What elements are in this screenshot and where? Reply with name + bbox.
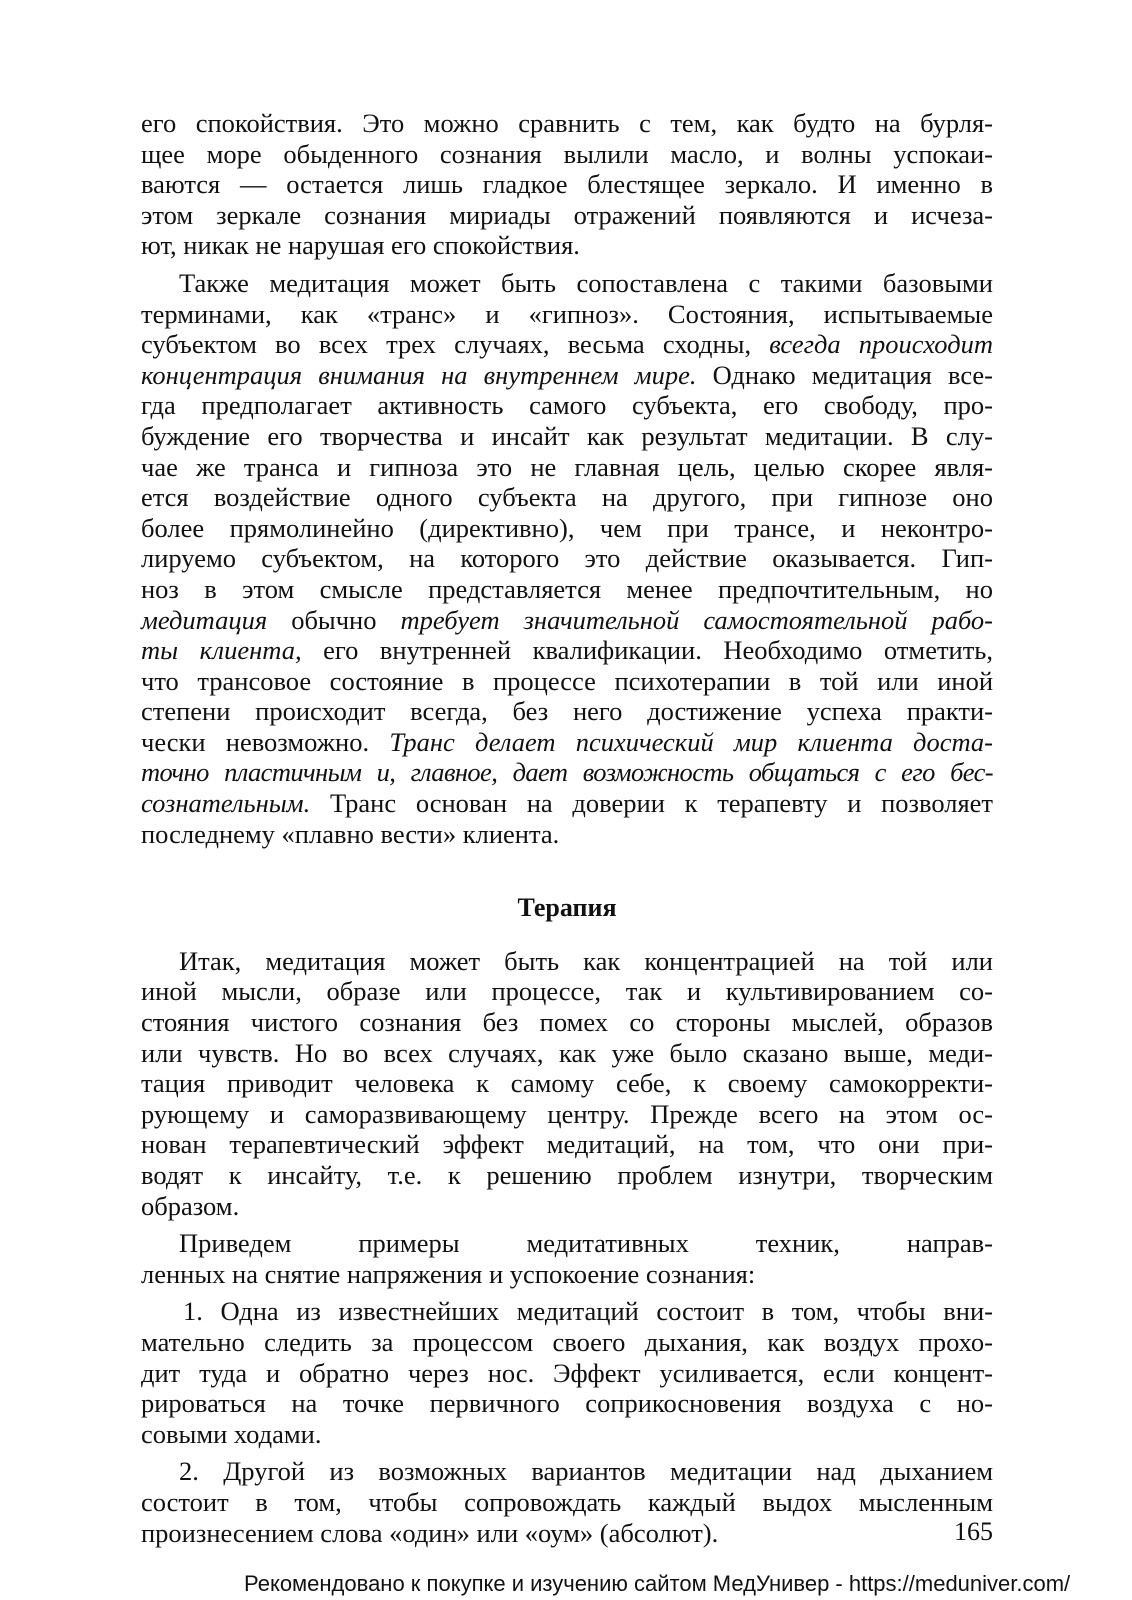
text-line: этом зеркале сознания мириады отражений появляются и исчеза-	[141, 199, 993, 230]
italic-text: точно пластичным и, главное, дает возможность общаться с его бес-	[141, 757, 993, 788]
text-line: водят к инсайту, т.е. к решению проблем изнутри, творческим	[141, 1160, 993, 1190]
text-line: Также медитация может быть сопоставлена с такими базовыми	[179, 267, 993, 298]
text-line: ноз в этом смысле представляется менее предпочтительным, но	[141, 573, 993, 604]
text-line: ют, никак не нарушая его спокойствия.	[141, 230, 580, 261]
text-line: ты клиента, его внутренней квалификации. Необходимо отметить,	[141, 635, 994, 666]
text-line: рующему и саморазвивающему центру. Прежде всего на этом ос-	[141, 1098, 993, 1129]
text-line: стояния чистого сознания без помех со стороны мыслей, образов	[141, 1007, 993, 1038]
text-line: медитация обычно требует значительной самостоятельной рабо-	[141, 604, 994, 635]
paragraph	[141, 1228, 993, 1289]
text-line: тация приводит человека к самому себе, к своему самокорректи-	[141, 1068, 993, 1099]
italic-text: концентрация внимания на внутреннем мире.	[141, 359, 697, 390]
text-line: щее море обыденного сознания вылили масло, и волны успокаи-	[141, 138, 993, 169]
italic-text: требует значительной самостоятельной рабо-	[400, 604, 994, 635]
text-line	[141, 757, 993, 788]
text-line: состоит в том, чтобы сопровождать каждый выдох мысленным	[141, 1486, 993, 1517]
text-line: чески невозможно. Транс делает психический мир клиента доста-	[141, 726, 993, 757]
text-line: степени происходит всегда, без него достижение успеха практи-	[141, 696, 993, 727]
text-line: мательно следить за процессом своего дыхания, как воздух прохо-	[141, 1326, 993, 1357]
italic-text: медитация	[141, 604, 268, 635]
text-line: Итак, медитация может быть как концентрацией на той или	[179, 945, 993, 976]
text-line: буждение его творчества и инсайт как результат медитации. В слу-	[141, 420, 993, 451]
text-line: дит туда и обратно через нос. Эффект усиливается, если концент-	[141, 1357, 993, 1388]
page-number: 165	[954, 1517, 993, 1546]
text-line: образом.	[141, 1190, 240, 1221]
text-line: что трансовое состояние в процессе психотерапии в той или иной	[141, 665, 993, 696]
text-line: его спокойствия. Это можно сравнить с тем, как будто на бурля-	[141, 108, 993, 138]
paragraph	[141, 108, 993, 261]
text-line: лируемо субъектом, на которого это действие оказывается. Гип-	[141, 543, 993, 574]
italic-text: сознательным.	[141, 788, 311, 819]
page-body	[141, 108, 993, 1548]
text-line: ленных на снятие напряжения и успокоение сознания:	[141, 1258, 756, 1289]
section-heading: Терапия	[517, 893, 617, 923]
text-line: терминами, как «транс» и «гипноз». Состояния, испытываемые	[141, 298, 993, 329]
footer-note: Рекомендовано к покупке и изучению сайтом МедУнивер - https://meduniver.com/	[244, 1571, 1071, 1596]
text-line: сознательным. Транс основан на доверии к терапевту и позволяет	[141, 788, 993, 819]
italic-text: всегда происходит	[769, 329, 993, 360]
paragraph	[141, 1456, 993, 1548]
text-line: последнему «плавно вести» клиента.	[141, 818, 560, 849]
text-line: гда предполагает активность самого субъекта, его свободу, про-	[141, 390, 993, 421]
text-line: совыми ходами.	[141, 1418, 322, 1449]
text-line: нован терапевтический эффект медитаций, на том, что они при-	[141, 1129, 993, 1160]
text-line: рироваться на точке первичного соприкосновения воздуха с но-	[141, 1388, 993, 1419]
text-line: чае же транса и гипноза это не главная цель, целью скорее явля-	[141, 451, 993, 482]
text-line: субъектом во всех трех случаях, весьма сходны, всегда происходит	[141, 329, 993, 360]
text-line: Приведем примеры медитативных техник, направ-	[179, 1228, 993, 1259]
paragraph	[141, 268, 993, 849]
text-line: 1. Одна из известнейших медитаций состоит в том, чтобы вни-	[183, 1296, 993, 1327]
text-line: более прямолинейно (директивно), чем при трансе, и неконтро-	[141, 512, 993, 543]
text-line: или чувств. Но во всех случаях, как уже было сказано выше, меди-	[141, 1037, 993, 1068]
paragraph	[141, 1296, 993, 1449]
text-line: произнесением слова «один» или «оум» (абсолют).	[141, 1517, 719, 1548]
italic-text: ты клиента,	[141, 635, 302, 666]
text-line: концентрация внимания на внутреннем мире. Однако медитация все-	[141, 359, 993, 390]
text-line: ваются — остается лишь гладкое блестящее зеркало. И именно в	[141, 169, 993, 200]
text-line: 2. Другой из возможных вариантов медитации над дыханием	[179, 1456, 993, 1487]
text-line: иной мысли, образе или процессе, так и культивированием со-	[141, 976, 993, 1007]
paragraph	[141, 946, 993, 1221]
text-line: ется воздействие одного субъекта на другого, при гипнозе оно	[141, 482, 993, 513]
italic-text: Транс делает психический мир клиента доста-	[389, 726, 993, 757]
